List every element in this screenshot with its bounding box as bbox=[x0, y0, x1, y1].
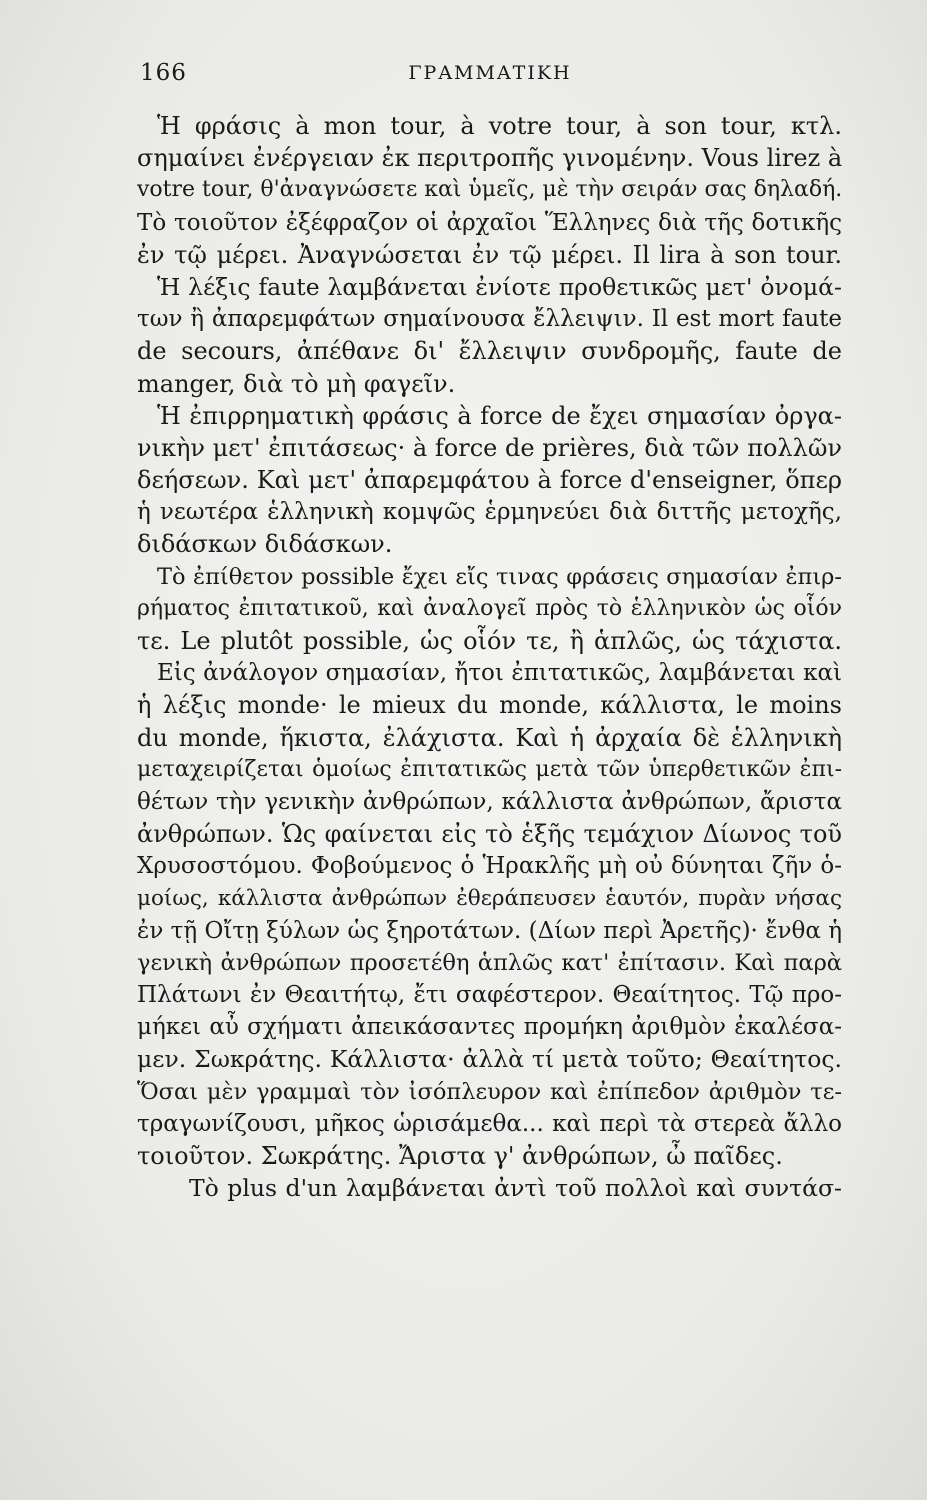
page-number: 166 bbox=[140, 60, 187, 86]
running-title: ΓΡΑΜΜΑΤΙΚΗ bbox=[408, 62, 572, 84]
text-line: de secours, ἀπέθανε δι' ἔλλειψιν συνδρομῆς, faute de bbox=[137, 337, 842, 366]
text-line: γενικὴ ἀνθρώπων προσετέθη ἁπλῶς κατ' ἐπίτασιν. Καὶ παρὰ bbox=[137, 949, 842, 976]
text-line: Ἡ λέξις faute λαμβάνεται ἐνίοτε προθετικῶς μετ' ὀνομά- bbox=[157, 272, 842, 301]
text-line: μεν. Σωκράτης. Κάλλιστα· ἀλλὰ τί μετὰ τοῦτο; Θεαίτητος. bbox=[137, 1045, 842, 1074]
text-line: ἡ λέξις monde· le mieux du monde, κάλλιστα, le moins bbox=[137, 691, 842, 720]
text-line: δεήσεων. Καὶ μετ' ἀπαρεμφάτου à force d'enseigner, ὅπερ bbox=[137, 466, 842, 495]
text-line: manger, διὰ τὸ μὴ φαγεῖν. bbox=[137, 369, 456, 398]
text-line: ἡ νεωτέρα ἑλληνικὴ κομψῶς ἑρμηνεύει διὰ διττῆς μετοχῆς, bbox=[137, 499, 842, 526]
text-line: τραγωνίζουσι, μῆκος ὡρισάμεθα... καὶ περὶ τὰ στερεὰ ἄλλο bbox=[137, 1110, 842, 1137]
text-line: Χρυσοστόμου. Φοβούμενος ὁ Ἡρακλῆς μὴ οὐ δύνηται ζῆν ὁ- bbox=[137, 853, 842, 880]
text-line: νικὴν μετ' ἐπιτάσεως· à force de prières, διὰ τῶν πολλῶν bbox=[137, 433, 842, 462]
text-line: ἐν τῇ Οἴτῃ ξύλων ὡς ξηροτάτων. (Δίων περὶ Ἀρετῆς)· ἔνθα ἡ bbox=[137, 917, 842, 944]
text-line: τε. Le plutôt possible, ὡς οἷόν τε, ἢ ἁπλῶς, ὡς τάχιστα. bbox=[137, 627, 842, 655]
text-line: Ἡ φράσις à mon tour, à votre tour, à son tour, κτλ. bbox=[157, 112, 842, 140]
text-line: Εἰς ἀνάλογον σημασίαν, ἤτοι ἐπιτατικῶς, λαμβάνεται καὶ bbox=[157, 660, 842, 687]
text-line: σημαίνει ἐνέργειαν ἐκ περιτροπῆς γινομένην. Vous lirez à bbox=[137, 144, 842, 173]
text-line: Πλάτωνι ἐν Θεαιτήτῳ, ἔτι σαφέστερον. Θεαίτητος. Τῷ προ- bbox=[137, 982, 842, 1009]
text-line: θέτων τὴν γενικὴν ἀνθρώπων, κάλλιστα ἀνθρώπων, ἄριστα bbox=[137, 788, 842, 815]
text-line: ἐν τῷ μέρει. Ἀναγνώσεται ἐν τῷ μέρει. Il lira à son tour. bbox=[137, 240, 842, 269]
text-line: Τὸ τοιοῦτον ἐξέφραζον οἱ ἀρχαῖοι Ἕλληνες διὰ τῆς δοτικῆς bbox=[137, 209, 842, 236]
text-line: Τὸ ἐπίθετον possible ἔχει εἴς τινας φράσεις σημασίαν ἐπιρ- bbox=[157, 563, 842, 590]
page-header bbox=[140, 60, 840, 100]
text-line: Ἡ ἐπιρρηματικὴ φράσις à force de ἔχει σημασίαν ὀργα- bbox=[157, 401, 842, 430]
text-line: τοιοῦτον. Σωκράτης. Ἄριστα γ' ἀνθρώπων, ὦ παῖδες. bbox=[137, 1142, 783, 1170]
text-line: votre tour, θ'ἀναγνώσετε καὶ ὑμεῖς, μὲ τὴν σειράν σας δηλαδή. bbox=[137, 177, 842, 203]
text-line: Τὸ plus d'un λαμβάνεται ἀντὶ τοῦ πολλοὶ καὶ συντάσ- bbox=[189, 1174, 842, 1203]
text-line: των ἢ ἀπαρεμφάτων σημαίνουσα ἔλλειψιν. Il est mort faute bbox=[137, 306, 842, 333]
text-line: ἀνθρώπων. Ὡς φαίνεται εἰς τὸ ἑξῆς τεμάχιον Δίωνος τοῦ bbox=[137, 820, 842, 849]
text-line: μεταχειρίζεται ὁμοίως ἐπιτατικῶς μετὰ τῶν ὑπερθετικῶν ἐπι- bbox=[137, 756, 842, 782]
text-line: ρήματος ἐπιτατικοῦ, καὶ ἀναλογεῖ πρὸς τὸ ἑλληνικὸν ὡς οἷόν bbox=[137, 595, 842, 621]
text-line: μοίως, κάλλιστα ἀνθρώπων ἐθεράπευσεν ἑαυτόν, πυρὰν νήσας bbox=[137, 885, 842, 911]
body-text bbox=[137, 110, 842, 1204]
text-line: μήκει αὖ σχήματι ἀπεικάσαντες προμήκη ἀριθμὸν ἐκαλέσα- bbox=[137, 1014, 842, 1041]
text-line: διδάσκων διδάσκων. bbox=[137, 530, 393, 559]
text-line: Ὅσαι μὲν γραμμαὶ τὸν ἰσόπλευρον καὶ ἐπίπεδον ἀριθμὸν τε- bbox=[137, 1078, 842, 1105]
text-line: du monde, ἥκιστα, ἐλάχιστα. Καὶ ἡ ἀρχαία δὲ ἑλληνικὴ bbox=[137, 723, 842, 752]
